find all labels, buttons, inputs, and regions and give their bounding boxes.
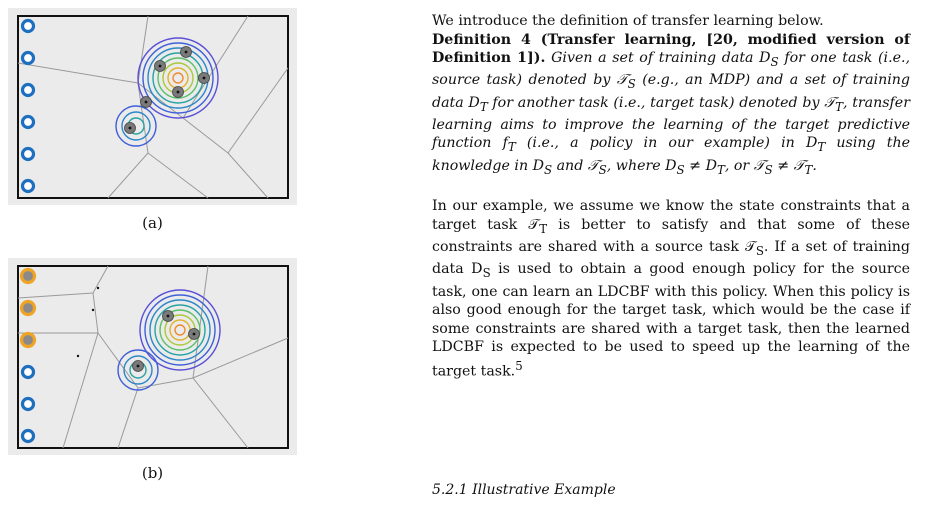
boundary-line bbox=[18, 63, 138, 83]
intro-sentence: We introduce the definition of transfer learning below. bbox=[432, 13, 824, 29]
target-marker bbox=[23, 431, 34, 442]
example-paragraph: In our example, we assume we know the state constraints that a target task 𝒯$_T$ is better to satisfy and that some of these constraints are shared with a source task 𝒯$_S$. If a set of training data $D_S$ is used to obtain a good enough policy for the source task, one can learn an LDCBF with this policy. When this policy is also good enough for the target task, which would be the case if some constraints are shared with a target task, then the learned LDCBF is expected to be used to speed up the learning of the target task.$^5$ bbox=[432, 198, 910, 380]
obstacle-center bbox=[185, 51, 188, 54]
boundary-line bbox=[93, 266, 108, 293]
definition-ref: (Transfer learning, [20, modified version of Definition 1]). bbox=[432, 31, 910, 66]
contour-ring bbox=[170, 320, 190, 340]
figure-a bbox=[8, 8, 297, 205]
contour-ring bbox=[150, 300, 210, 360]
boundary-line bbox=[108, 153, 148, 198]
source-marker bbox=[22, 302, 35, 315]
dot-mark bbox=[92, 309, 94, 311]
boundary-line bbox=[93, 293, 98, 333]
figure-a-plot bbox=[8, 8, 297, 205]
boundary-line bbox=[193, 378, 248, 448]
definition-body: Given a set of training data $D_S$ for one task (i.e., source task) denoted by 𝒯$_S$ (e.g., an MDP) and a set of training data $D_T$ for another task (i.e., target task) denoted by 𝒯$_T$, transfer learning aims to improve the learning of the target predictive function $f_T$ (i.e., a policy in our example) in $D_T$ using the knowledge in $D_S$ and 𝒯$_S$, where $D_S \ne D_T$, or 𝒯$_S$ ≠ 𝒯$_T$. bbox=[432, 50, 910, 177]
source-marker bbox=[22, 334, 35, 347]
boundary-line bbox=[63, 333, 98, 448]
dot-mark bbox=[97, 287, 99, 289]
target-marker bbox=[23, 149, 34, 160]
target-marker bbox=[23, 399, 34, 410]
boundary-line bbox=[228, 68, 288, 153]
obstacle-center bbox=[193, 333, 196, 336]
caption-b: (b) bbox=[141, 464, 164, 482]
caption-a: (a) bbox=[142, 214, 163, 232]
footnote-mark: 5 bbox=[515, 358, 523, 373]
target-marker bbox=[23, 181, 34, 192]
contour-ring bbox=[173, 73, 183, 83]
contour-ring bbox=[168, 68, 188, 88]
boundary-line bbox=[228, 153, 268, 198]
boundary-line bbox=[98, 333, 138, 388]
target-marker bbox=[23, 21, 34, 32]
definition-paragraph bbox=[432, 12, 910, 179]
plot-frame bbox=[18, 16, 288, 198]
boundary-line bbox=[118, 388, 138, 448]
body-text bbox=[432, 12, 910, 381]
figure-b bbox=[8, 258, 297, 455]
obstacle-center bbox=[129, 127, 132, 130]
obstacle-center bbox=[203, 77, 206, 80]
definition-label: Definition 4 bbox=[432, 31, 531, 48]
target-marker bbox=[23, 117, 34, 128]
subsection-heading: 5.2.1 Illustrative Example bbox=[432, 482, 616, 498]
boundary-line bbox=[183, 16, 248, 118]
boundary-line bbox=[138, 378, 193, 388]
obstacle-center bbox=[177, 91, 180, 94]
contour-ring bbox=[175, 325, 185, 335]
obstacle-center bbox=[167, 315, 170, 318]
source-marker bbox=[22, 270, 35, 283]
boundary-line bbox=[18, 293, 93, 298]
dot-mark bbox=[77, 355, 79, 357]
target-marker bbox=[23, 85, 34, 96]
boundary-line bbox=[183, 118, 228, 153]
obstacle-center bbox=[145, 101, 148, 104]
boundary-line bbox=[148, 153, 208, 198]
target-marker bbox=[23, 367, 34, 378]
obstacle-center bbox=[137, 365, 140, 368]
target-marker bbox=[23, 53, 34, 64]
figure-b-plot bbox=[8, 258, 297, 455]
contour-ring bbox=[140, 290, 220, 370]
obstacle-center bbox=[159, 65, 162, 68]
